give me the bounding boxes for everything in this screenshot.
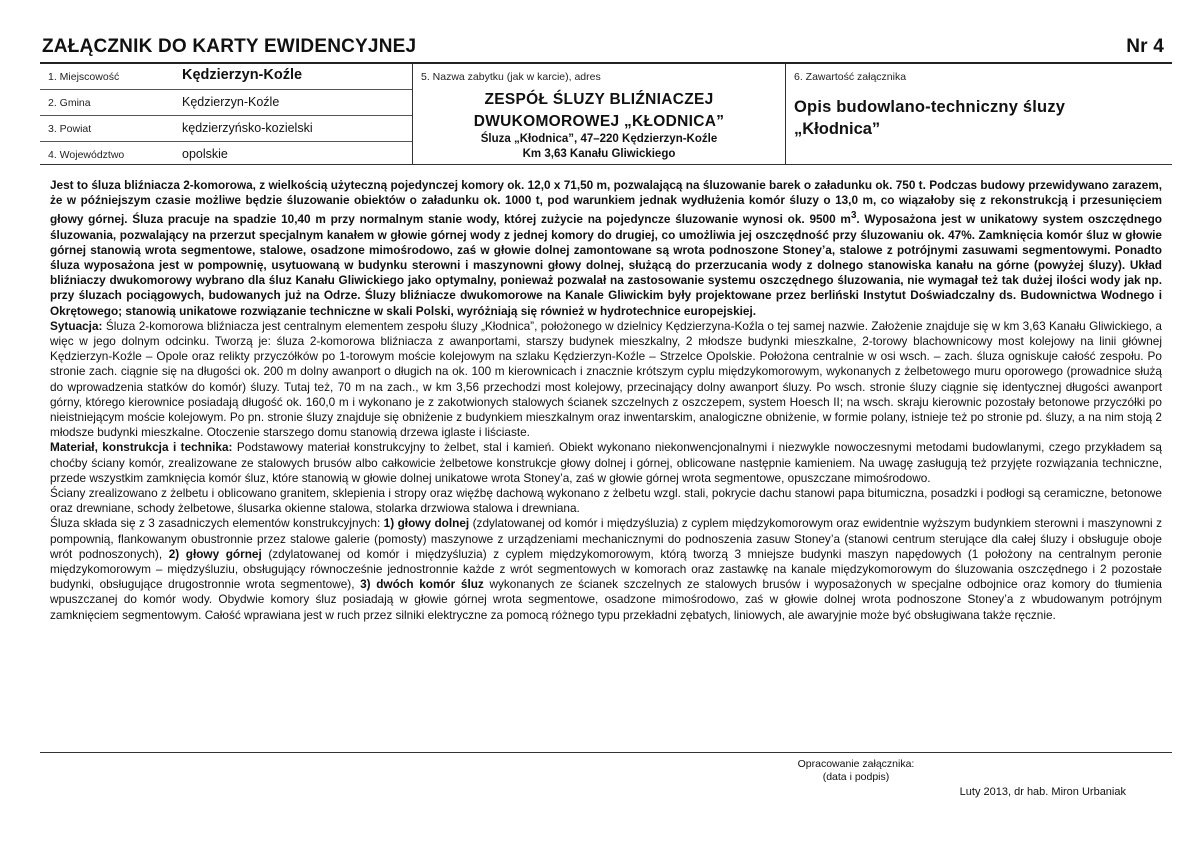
town-value: Kędzierzyn-Koźle: [182, 67, 303, 83]
location-row-county: [40, 116, 412, 142]
material-paragraph: [50, 440, 1162, 486]
situation-heading: Sytuacja:: [50, 318, 103, 333]
monument-address-line2: Km 3,63 Kanału Gliwickiego: [522, 148, 676, 160]
elements-paragraph: [50, 516, 1162, 622]
town-label: 1. Miejscowość: [48, 71, 120, 83]
elements-text-part3: (zdylatowanej od komór i międzyśluzia) z cyplem międzykomorowym, którą tworzą 3 mniejsze budynki maszyn napędowych (1 położony na centralnym peronie międzykomorowym – międzyśluziu, obsługujący równocześnie jednostronnie każde z wrót segmentowych w komorach oraz zastawkę na kanale międzykomorowym do śluzowania oszczędnego i 2 pozostałe budynki, obsługujące drugostronnie wrota segmentowe),: [50, 546, 1162, 592]
elements-text-part4: wykonanych ze ścianek szczelnych ze stalowych brusów i wyposażonych w specjalne odbojnice oraz komory do tłumienia wpuszczanej do komór wody. Obydwie komory śluz posiadają w głowie górnej wrota segmentowe, osadzone mimośrodowo, zaś w głowie dolnej wrota podnoszone Stoney’a z wbudowanym potrójnym zamknięciem segmentowym. Całość wprawiana jest w ruch przez silniki elektryczne za pomocą różnego typu przekładni zębatych, liniowych, ale awaryjnie może być obsługiwana także ręcznie.: [50, 577, 1162, 622]
header-grid: [40, 64, 1172, 165]
commune-label: 2. Gmina: [48, 97, 91, 109]
monument-name-line2: DWUKOMOROWEJ „KŁODNICA”: [473, 113, 725, 130]
material-heading: Materiał, konstrukcja i technika:: [50, 440, 233, 455]
situation-text: Śluza 2-komorowa bliźniacza jest centralnym elementem zespołu śluzy „Kłodnica”, położonego w dzielnicy Kędzierzyna-Koźla o tej samej nazwie. Założenie znajduje się w km 3,63 Kanału Gliwickiego, a więc w jego dolnym odcinku. Tworzą je: śluza 2-komorowa bliźniacza z awanportami, starszy budynek mieszkalny, 2 młodsze budynki mieszkalne, 2-torowy blachownicowy most kolejowy na linii głównej Kędzierzyn-Koźle – Opole oraz relikty przyczółków po 1-torowym moście kolejowym na szlaku Kędzierzyn-Koźle – Strzelce Opolskie. Położona centralnie w osi wsch. – zach. śluza ogniskuje całość zespołu. Po stronie zach. ciągnie się na długości ok. 200 m dolny awanport o długich na ok. 100 m kierownicach i znacznie krótszym cyplu międzykomorowym, wykonanych z żelbetowego muru oporowego (prowadnice służą do wprowadzenia statków do komór) śluzy. Tutaj też, 70 m na zach., w km 3,56 przechodzi most kolejowy, przecinający dolny awanport śluzy. Po wsch. stronie śluzy ciągnie się identycznej długości awanport górny, którego kierownice posiadają długość ok. 160,0 m i wykonano je z zakotwionych stalowych ścianek szczelnych z oszczepem, system Hoesch II; na wsch. skraju kierownic pozostały betonowe przyczółki po nieistniejącym moście kolejowym. Po pn. stronie śluzy znajduje się obniżenie z budynkiem mieszkalnym oraz inwentarskim, analogiczne obniżenie, w formie polany, istnieje też po stronie pd. śluzy, a na nim stoją 2 młodsze budynki mieszkalne. Otoczenie starszego domu stanowią drzewa iglaste i liściaste.: [50, 318, 1162, 440]
description-body: [50, 178, 1162, 623]
elements-text-part2: (zdylatowanej od komór i międzyśluzia) z cyplem międzykomorowym oraz ewidentnie wyższym budynkiem sterowni i maszynowni z pompownią, flankowanym obustronnie przez stalowe galerie (pomosty) maszynowe z urządzeniami mechanicznymi do podnoszenia zasuw Stoney’a (stanowi centrum sterujące dla całej śluzy i obsługuje oboje wrót podnoszonych),: [50, 516, 1162, 561]
monument-block: [413, 64, 786, 164]
document-header: [40, 34, 1172, 64]
intro-paragraph: [50, 178, 1162, 319]
province-label: 4. Województwo: [48, 149, 125, 161]
material-text: Podstawowy materiał konstrukcyjny to żelbet, stal i kamień. Obiekt wykonano niekonwencjonalnymi i niezwykle nowoczesnymi metodami budowlanymi, czego przykładem są choćby ściany komór, zrealizowane ze stalowych brusów albo całkowicie żelbetowe konstrukcje głowy dolnej i górnej, oblicowane następnie kamieniem. Na uwagę zasługują też przyjęte rozwiązania techniczne, przede wszystkim zamknięcia komór śluz, które stanowią w głowie dolnej unikatowe wrota Stoney’a, zaś w głowie górnej wrota segmentowe, opuszczane mimośrodowo.: [50, 440, 1162, 485]
contents-block: [786, 64, 1172, 164]
date-sign-label: (data i podpis): [822, 771, 890, 783]
document-title: ZAŁĄCZNIK DO KARTY EWIDENCYJNEJ: [42, 36, 417, 57]
footer-divider: [40, 752, 1172, 753]
prepared-label: Opracowanie załącznika:: [797, 758, 915, 770]
location-block: [40, 64, 413, 164]
elements-upper-head: 2) głowy górnej: [168, 546, 262, 561]
contents-line2: „Kłodnica”: [794, 120, 881, 138]
walls-paragraph: Ściany zrealizowano z żelbetu i oblicowano granitem, sklepienia i stropy oraz więźbę dachową wykonano z żelbetu wzgl. stali, pokrycie dachu stanowi papa bitumiczna, posadzki i podłogi są ceramiczne, betonowe oraz drewniane, schody żelbetowe, ślusarka okienne stalowa, stolarka drzwiowa stalowa i drewniana.: [50, 485, 1162, 516]
commune-value: Kędzierzyn-Koźle: [182, 95, 280, 109]
contents-line1: Opis budowlano-techniczny śluzy: [794, 98, 1066, 116]
elements-chambers: 3) dwóch komór śluz: [360, 577, 484, 592]
province-value: opolskie: [182, 147, 228, 161]
monument-label: 5. Nazwa zabytku (jak w karcie), adres: [421, 71, 601, 83]
situation-paragraph: [50, 319, 1162, 441]
location-row-town: [40, 64, 412, 90]
elements-text-part1: Śluza składa się z 3 zasadniczych elementów konstrukcyjnych:: [50, 516, 384, 531]
intro-text-part1: Jest to śluza bliźniacza 2-komorowa, z wielkością użyteczną pojedynczej komory ok. 12,0 x 71,50 m, pozwalającą na śluzowanie barek o załadunku ok. 750 t. Podczas budowy przewidywano zarazem, że w późniejszym czasie możliwe będzie śluzowanie obiektów o załadunku ok. 1000 t, pod warunkiem jednak wydłużenia komór śluzy o 13,0 m, co wiązałoby się z rekonstrukcją i przesunięciem głowy górnej. Śluza pracuje na spadzie 10,40 m przy normalnym stanie wody, której zużycie na pojedyncze śluzowanie wynosi ok. 9500 m: [50, 178, 1162, 227]
county-value: kędzierzyńsko-kozielski: [182, 121, 313, 135]
location-row-commune: [40, 90, 412, 116]
contents-label: 6. Zawartość załącznika: [794, 71, 907, 83]
author-signature: Luty 2013, dr hab. Miron Urbaniak: [959, 786, 1126, 798]
elements-lower-head: 1) głowy dolnej: [383, 516, 470, 531]
monument-name-line1: ZESPÓŁ ŚLUZY BLIŹNIACZEJ: [484, 91, 714, 108]
document-page: [40, 34, 1172, 798]
document-number: Nr 4: [1126, 36, 1164, 57]
location-row-province: [40, 142, 412, 167]
county-label: 3. Powiat: [48, 123, 92, 135]
monument-address-line1: Śluza „Kłodnica”, 47–220 Kędzierzyn-Koźle: [480, 133, 718, 145]
intro-superscript: 3: [850, 210, 857, 222]
intro-text-part2: . Wyposażona jest w unikatowy system oszczędnego śluzowania, pozwalający na przerzut specjalnym kanałem w głowie górnej wody z jednej komory do drugiej, co umożliwia jej oszczędność przy śluzowaniu ok. 47%. Zamknięcia komór śluz w głowie górnej stanowią wrota segmentowe, stalowe, osadzone mimośrodowo, zaś w głowie dolnej zamontowane są wrota podnoszone Stoney’a, stalowe z potrójnymi zasuwami segmentowymi. Ponadto śluza wyposażona jest w pompownię, usytuowaną w budynku sterowni i maszynowni głowy dolnej, służącą do przerzucania wody z dolnego stanowiska kanału na górne (powyżej śluzy). Układ bliźniaczy dwukomorowy wybrano dla śluz Kanału Gliwickiego jako optymalny, ponieważ pozwalał na zastosowanie systemu oszczędnego śluzowania, nie wymagał też tak dużej ilości wody jak np. przy śluzach pociągowych, budowanych już na Odrze. Śluzy bliźniacze dwukomorowe na Kanale Gliwickim były projektowane przez berliński Instytut Doświadczalny ds. Budownictwa Wodnego i Okrętowego; stanowią unikatowe rozwiązanie techniczne w skali Polski, wyróżniają się również w hydrotechnice europejskiej.: [50, 212, 1163, 318]
